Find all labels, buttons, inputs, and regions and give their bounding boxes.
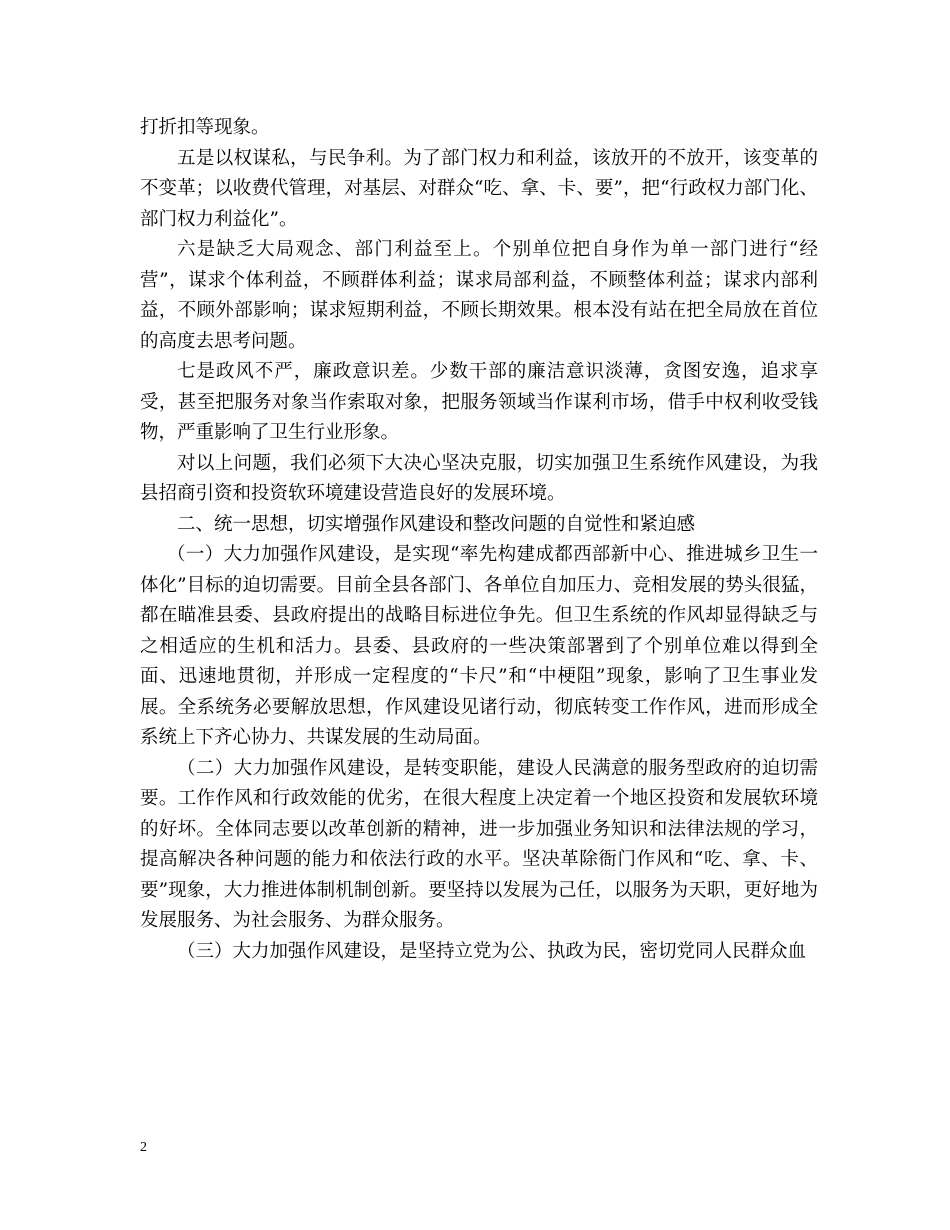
document-body <box>140 113 818 967</box>
paragraph-point-seven: 七是政风不严，廉政意识差。少数干部的廉洁意识淡薄，贪图安逸，追求享受，甚至把服务对象当作索取对象，把服务领域当作谋利市场，借手中权利收受钱物，严重影响了卫生行业形象。 <box>140 361 818 443</box>
paragraph-continuation: 打折扣等现象。 <box>140 117 270 138</box>
section-heading: 二、统一思想，切实增强作风建设和整改问题的自觉性和紧迫感 <box>177 513 696 535</box>
page-number: 2 <box>140 1140 147 1155</box>
paragraph-point-five: 五是以权谋私，与民争利。为了部门权力和利益，该放开的不放开，该变革的不变革；以收费代管理，对基层、对群众“吃、拿、卡、要”，把“行政权力部门化、部门权力利益化”。 <box>140 147 818 230</box>
paragraph-item-one: （一）大力加强作风建设，是实现“率先构建成都西部新中心、推进城乡卫生一体化”目标的迫切需要。目前全县各部门、各单位自加压力、竞相发展的势头很猛，都在瞄准县委、县政府提出的战略目标进位争先。但卫生系统的作风却显得缺乏与之相适应的生机和活力。县委、县政府的一些决策部署到了个别单位难以得到全面、迅速地贯彻，并形成一定程度的“卡尺”和“中梗阻”现象，影响了卫生事业发展。全系统务必要解放思想，作风建设见诸行动，彻底转变工作作风，进而形成全系统上下齐心协力、共谋发展的生动局面。 <box>140 544 818 748</box>
paragraph-item-three: （三）大力加强作风建设，是坚持立党为公、执政为民，密切党同人民群众血 <box>177 940 807 962</box>
paragraph-summary: 对以上问题，我们必须下大决心坚决克服，切实加强卫生系统作风建设，为我县招商引资和投资软环境建设营造良好的发展环境。 <box>140 452 818 504</box>
paragraph-point-six: 六是缺乏大局观念、部门利益至上。个别单位把自身作为单一部门进行“经营”，谋求个体利益，不顾群体利益；谋求局部利益，不顾整体利益；谋求内部利益，不顾外部影响；谋求短期利益，不顾长期效果。根本没有站在把全局放在首位的高度去思考问题。 <box>140 239 818 352</box>
paragraph-item-two: （二）大力加强作风建设，是转变职能，建设人民满意的服务型政府的迫切需要。工作作风和行政效能的优劣，在很大程度上决定着一个地区投资和发展软环境的好坏。全体同志要以改革创新的精神，进一步加强业务知识和法律法规的学习，提高解决各种问题的能力和依法行政的水平。坚决革除衙门作风和“吃、拿、卡、要”现象，大力推进体制机制创新。要坚持以发展为己任，以服务为天职，更好地为发展服务、为社会服务、为群众服务。 <box>140 757 818 931</box>
